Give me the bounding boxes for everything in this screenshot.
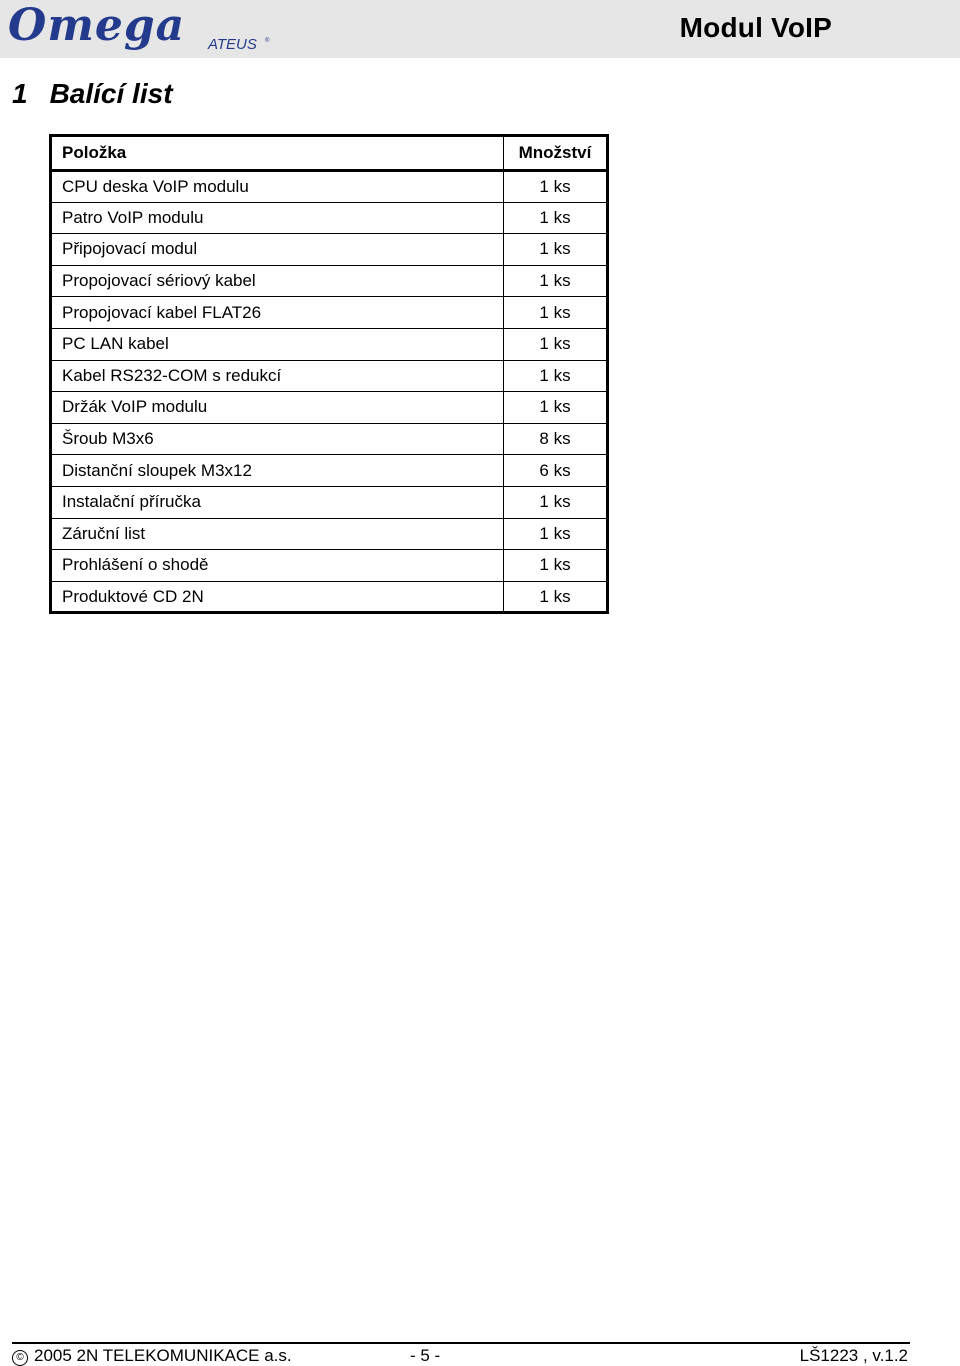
table-row [51,202,608,234]
item-qty-cell: 1 ks [504,518,608,550]
table-row [51,455,608,487]
table-row [51,297,608,329]
item-name-cell: Distanční sloupek M3x12 [51,455,504,487]
item-qty-cell: 1 ks [504,265,608,297]
item-name-cell: PC LAN kabel [51,328,504,360]
packing-list-table [49,134,609,614]
page-header [0,0,960,58]
item-qty-cell: 8 ks [504,423,608,455]
section-title: Balící list [49,78,173,109]
table-body [51,171,608,613]
item-qty-cell: 1 ks [504,550,608,582]
header-title: Modul VoIP [679,12,832,43]
item-name-cell: Připojovací modul [51,234,504,266]
table-row [51,581,608,613]
table-row [51,360,608,392]
table-row [51,423,608,455]
column-header-qty: Množství [504,136,608,171]
table-row [51,550,608,582]
table-header-row [51,136,608,171]
footer-copyright [12,1346,292,1366]
column-header-item: Položka [51,136,504,171]
svg-text:®: ® [265,38,270,44]
item-name-cell: Instalační příručka [51,486,504,518]
item-qty-cell: 1 ks [504,486,608,518]
item-name-cell: Držák VoIP modulu [51,392,504,424]
logo-wordmark: Omega [8,2,186,51]
footer-page-number: - 5 - [410,1346,441,1365]
item-qty-cell: 1 ks [504,234,608,266]
item-qty-cell: 1 ks [504,328,608,360]
section-heading [12,78,173,110]
item-qty-cell: 1 ks [504,297,608,329]
table-row [51,265,608,297]
omega-ateus-logo [6,2,276,56]
item-qty-cell: 1 ks [504,581,608,613]
table-row [51,486,608,518]
item-qty-cell: 1 ks [504,392,608,424]
item-qty-cell: 1 ks [504,171,608,203]
item-qty-cell: 1 ks [504,202,608,234]
section-number: 1 [12,78,28,109]
logo-subtext: ATEUS [208,36,257,53]
item-name-cell: Produktové CD 2N [51,581,504,613]
item-name-cell: Propojovací sériový kabel [51,265,504,297]
copyright-icon: © [12,1350,28,1366]
item-name-cell: Šroub M3x6 [51,423,504,455]
item-name-cell: CPU deska VoIP modulu [51,171,504,203]
footer-copyright-text: 2005 2N TELEKOMUNIKACE a.s. [34,1346,292,1365]
item-name-cell: Prohlášení o shodě [51,550,504,582]
table-row [51,171,608,203]
footer-doc-id: LŠ1223 , v.1.2 [799,1346,908,1365]
item-name-cell: Záruční list [51,518,504,550]
table-row [51,328,608,360]
item-name-cell: Propojovací kabel FLAT26 [51,297,504,329]
item-qty-cell: 1 ks [504,360,608,392]
item-qty-cell: 6 ks [504,455,608,487]
table-row [51,518,608,550]
item-name-cell: Patro VoIP modulu [51,202,504,234]
table-row [51,234,608,266]
table-row [51,392,608,424]
item-name-cell: Kabel RS232-COM s redukcí [51,360,504,392]
footer-divider [12,1342,910,1344]
